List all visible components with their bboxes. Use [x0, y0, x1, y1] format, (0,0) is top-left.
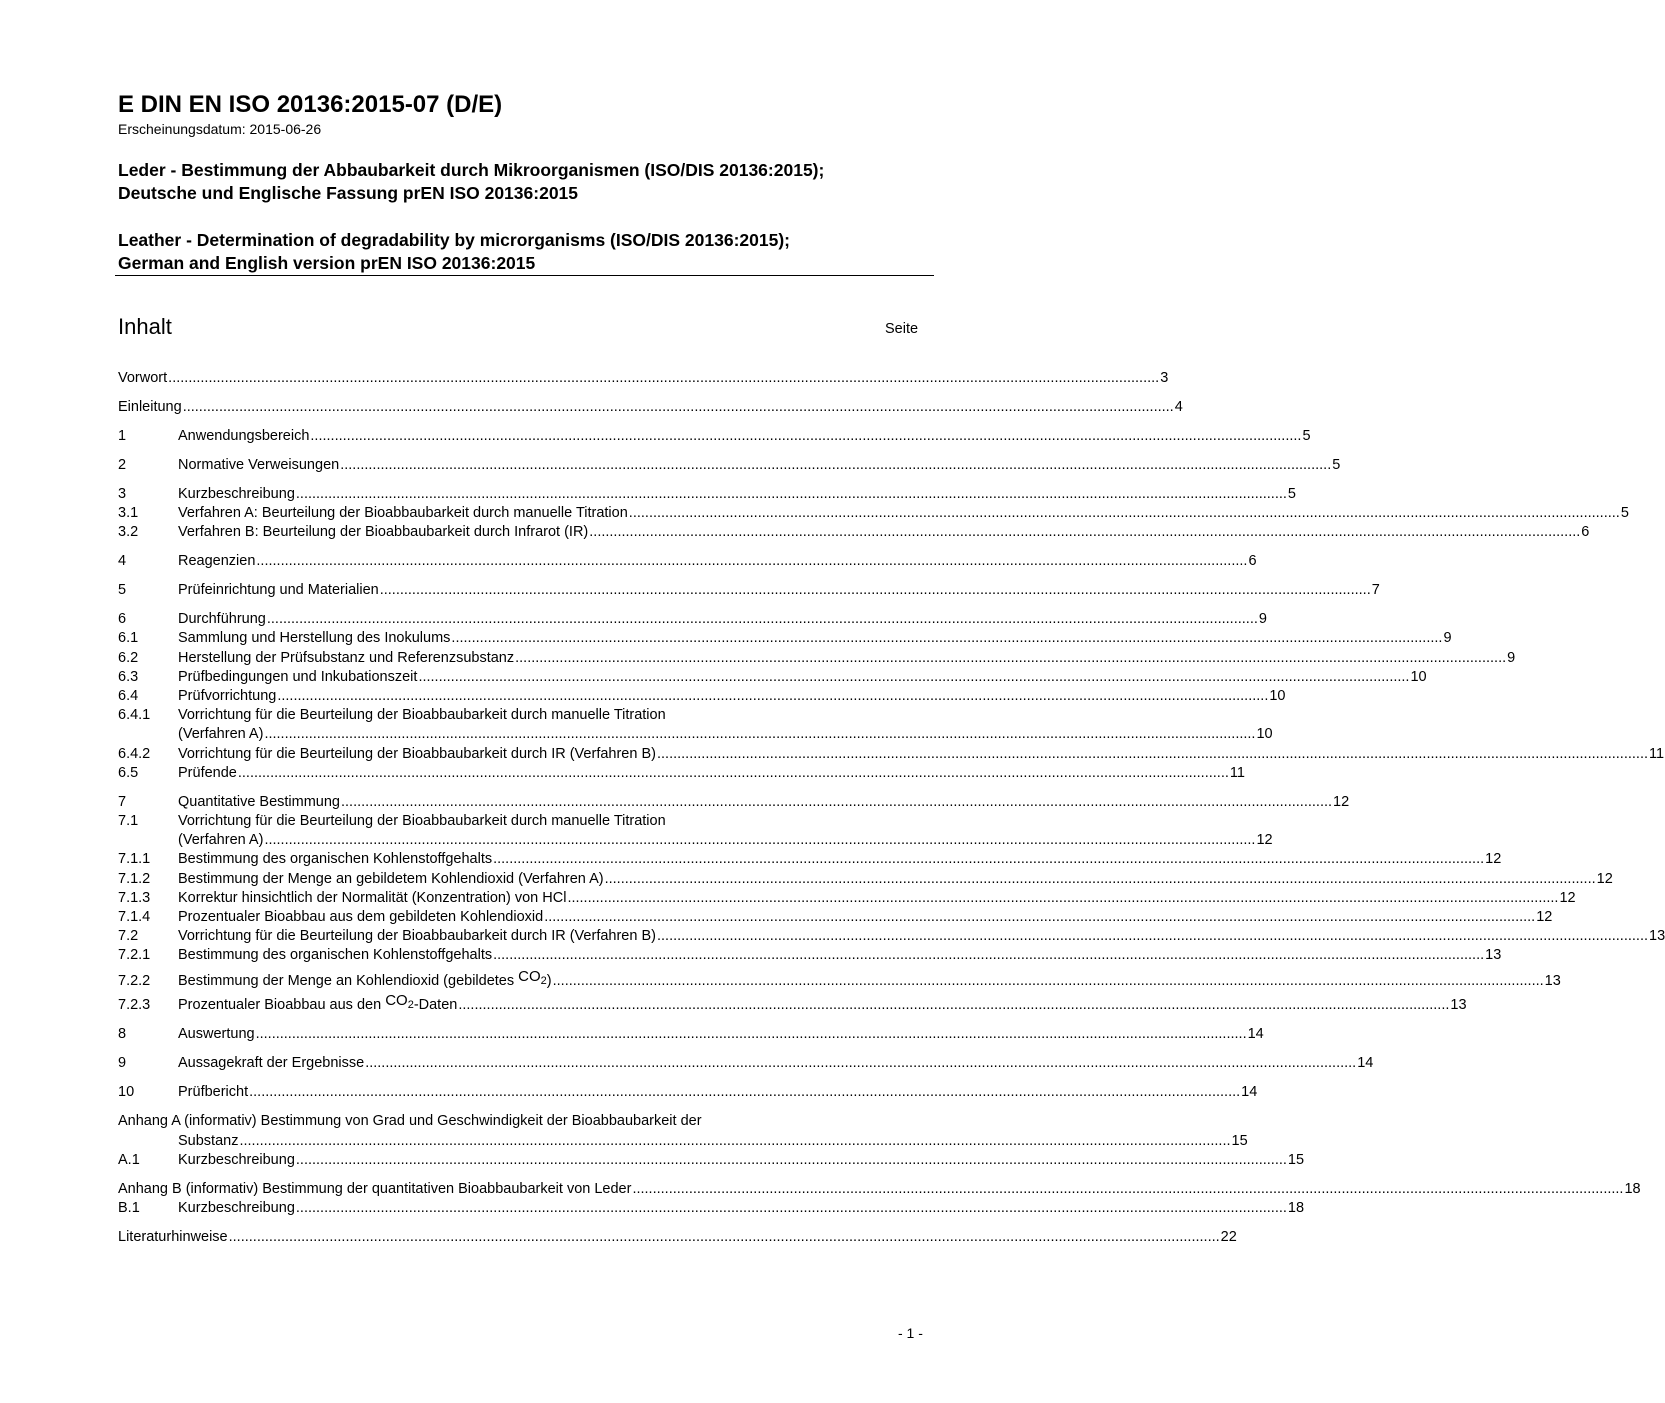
- toc-leader-dots: [629, 504, 1620, 523]
- toc-entry-page: 5: [1287, 485, 1296, 502]
- toc-entry-page: 3: [1160, 370, 1169, 386]
- toc-entry-number: 7: [118, 793, 127, 810]
- toc-entry-title: Prüfbedingungen und Inkubationszeit: [178, 668, 418, 685]
- title-english: [118, 229, 790, 275]
- toc-leader-dots: [544, 908, 1535, 927]
- toc-entry-page: 6: [1581, 524, 1590, 541]
- toc-entry[interactable]: [118, 581, 1380, 600]
- toc-entry-title: Sammlung und Herstellung des Inokulums: [178, 630, 451, 647]
- toc-entry-number: 3: [118, 485, 127, 502]
- toc-entry-page: 5: [1302, 427, 1311, 444]
- toc-entry-title: Prüfeinrichtung und Materialien: [178, 582, 379, 599]
- toc-entry-number: 7.2.3: [118, 997, 151, 1014]
- toc-leader-dots: [657, 927, 1648, 946]
- co2-formula: [518, 968, 547, 988]
- toc-leader-dots: [238, 764, 1229, 783]
- toc-entry-number: 7.1: [118, 812, 139, 829]
- toc-entry-title: Prüfvorrichtung: [178, 688, 277, 705]
- toc-entry[interactable]: [118, 629, 1452, 648]
- toc-entry-title: Kurzbeschreibung: [178, 1151, 295, 1168]
- toc-entry-page: 13: [1544, 973, 1561, 990]
- toc-entry-page: 14: [1241, 1084, 1258, 1101]
- toc-leader-dots: [605, 870, 1596, 889]
- toc-leader-dots: [493, 850, 1484, 869]
- toc-entry-number: 8: [118, 1026, 127, 1043]
- toc-entry-continuation[interactable]: [118, 831, 1273, 850]
- toc-entry-page: 9: [1443, 630, 1452, 647]
- toc-leader-dots: [183, 398, 1174, 417]
- toc-entry-title: Literaturhinweise: [118, 1228, 228, 1245]
- toc-entry-title: Korrektur hinsichtlich der Normalität (Konzentration) von HCl: [178, 889, 567, 906]
- title-german: [118, 159, 824, 205]
- toc-entry-page: 15: [1231, 1132, 1248, 1149]
- toc-leader-dots: [256, 1025, 1247, 1044]
- toc-entry-number: 3.1: [118, 505, 139, 522]
- toc-entry-page: 15: [1287, 1151, 1305, 1168]
- header-divider: [115, 275, 934, 276]
- toc-entry-number: 6: [118, 611, 127, 628]
- toc-entry-title: Anhang B (informativ) Bestimmung der quantitativen Bioabbaubarkeit von Leder: [118, 1180, 632, 1197]
- toc-entry-page: 13: [1649, 928, 1665, 945]
- toc-leader-dots: [277, 687, 1268, 706]
- toc-entry-page: 14: [1247, 1026, 1264, 1043]
- toc-entry-title: Prozentualer Bioabbau aus dem gebildeten Kohlendioxid: [178, 908, 544, 925]
- toc-entry-page: 12: [1333, 793, 1350, 810]
- toc-entry[interactable]: [118, 687, 1286, 706]
- toc-leader-dots: [296, 1199, 1287, 1218]
- toc-leader-dots: [239, 1132, 1230, 1151]
- toc-leader-dots: [296, 1151, 1287, 1170]
- toc-leader-dots: [256, 552, 1247, 571]
- toc-entry-number: 3.2: [118, 524, 139, 541]
- toc-entry[interactable]: [118, 889, 1576, 908]
- toc-entry-page: 7: [1371, 582, 1380, 599]
- page-number: - 1 -: [898, 1325, 923, 1341]
- co2-symbol: CO: [518, 968, 541, 986]
- toc-entry[interactable]: [118, 764, 1245, 783]
- toc-entry-page: 18: [1624, 1180, 1641, 1197]
- toc-entry[interactable]: [118, 1228, 1237, 1247]
- toc-entry-page: 12: [1536, 908, 1553, 925]
- toc-entry-title: Bestimmung des organischen Kohlenstoffgehalts: [178, 851, 493, 868]
- toc-entry[interactable]: [118, 398, 1183, 417]
- toc-entry-title: Prüfbericht: [178, 1084, 249, 1101]
- toc-entry-page: 22: [1220, 1228, 1237, 1245]
- toc-entry-page: 10: [1256, 726, 1273, 743]
- toc-entry[interactable]: [118, 523, 1590, 542]
- toc-entry-number: 6.5: [118, 764, 139, 781]
- toc-entry-page: 9: [1258, 611, 1267, 628]
- toc-entry-page: 9: [1507, 649, 1516, 666]
- toc-entry-title: Vorwort: [118, 370, 168, 386]
- toc-entry-title: Verfahren A: Beurteilung der Bioabbaubarkeit durch manuelle Titration: [178, 505, 628, 522]
- toc-entry-page: 11: [1229, 764, 1245, 781]
- toc-leader-dots: [341, 793, 1332, 812]
- toc-entry[interactable]: [118, 927, 1665, 946]
- toc-entry-title: Bestimmung des organischen Kohlenstoffgehalts: [178, 947, 493, 964]
- table-of-contents: [118, 369, 1665, 1247]
- toc-entry-number: 6.2: [118, 649, 139, 666]
- toc-entry[interactable]: [118, 668, 1427, 687]
- toc-entry[interactable]: [118, 1083, 1258, 1102]
- toc-entry-page: 13: [1450, 997, 1467, 1014]
- toc-entry-title: Vorrichtung für die Beurteilung der Bioabbaubarkeit durch manuelle Titration: [178, 707, 666, 724]
- toc-entry-title: Durchführung: [178, 611, 266, 628]
- toc-entry-number: 10: [118, 1084, 135, 1101]
- toc-entry-title-cont: Substanz: [178, 1132, 239, 1149]
- toc-entry-title: Vorrichtung für die Beurteilung der Bioabbaubarkeit durch IR (Verfahren B): [178, 928, 656, 945]
- toc-entry-page: 14: [1357, 1055, 1374, 1072]
- toc-entry-number: A.1: [118, 1151, 140, 1168]
- toc-entry[interactable]: [118, 1180, 1641, 1199]
- toc-entry-title-text: Prozentualer Bioabbau aus den: [178, 997, 386, 1014]
- toc-entry[interactable]: [118, 1112, 931, 1131]
- toc-entry-title: Quantitative Bestimmung: [178, 793, 340, 810]
- toc-entry-title: Kurzbeschreibung: [178, 1199, 295, 1216]
- toc-entry-number: 2: [118, 456, 127, 473]
- title-german-line-2: Deutsche und Englische Fassung prEN ISO 20136:2015: [118, 183, 579, 203]
- toc-leader-dots: [264, 725, 1255, 744]
- toc-entry-title: [178, 989, 457, 1017]
- toc-entry[interactable]: [118, 850, 1502, 869]
- toc-entry-number: 9: [118, 1055, 127, 1072]
- toc-entry-number: 6.3: [118, 668, 139, 685]
- toc-entry-title: Auswertung: [178, 1026, 255, 1043]
- toc-entry[interactable]: [118, 427, 1311, 446]
- toc-entry-title: Aussagekraft der Ergebnisse: [178, 1055, 365, 1072]
- toc-entry[interactable]: [118, 908, 1553, 927]
- toc-entry[interactable]: [118, 706, 931, 725]
- toc-entry-title: Herstellung der Prüfsubstanz und Referenzsubstanz: [178, 649, 515, 666]
- toc-leader-dots: [515, 649, 1506, 668]
- co2-subscript: 2: [540, 975, 547, 988]
- toc-entry-page: 5: [1332, 456, 1341, 473]
- toc-entry-number: 7.1.3: [118, 889, 151, 906]
- toc-entry-title: Anhang A (informativ) Bestimmung von Grad und Geschwindigkeit der Bioabbaubarkeit der: [118, 1113, 702, 1130]
- toc-entry-page: 18: [1287, 1199, 1305, 1216]
- toc-entry-page: 6: [1248, 553, 1257, 570]
- toc-leader-dots: [380, 581, 1371, 600]
- title-german-line-1: Leder - Bestimmung der Abbaubarkeit durch Mikroorganismen (ISO/DIS 20136:2015);: [118, 160, 825, 180]
- toc-entry-number: 6.4.1: [118, 707, 151, 724]
- title-english-line-2: German and English version prEN ISO 20136:2015: [118, 253, 536, 273]
- toc-entry[interactable]: [118, 1025, 1264, 1044]
- toc-leader-dots: [567, 889, 1558, 908]
- toc-entry-page: 12: [1256, 832, 1273, 849]
- document-title: E DIN EN ISO 20136:2015-07 (D/E): [118, 91, 503, 118]
- toc-entry-number: 6.4.2: [118, 745, 151, 762]
- toc-entry-number: 7.2: [118, 928, 139, 945]
- toc-entry-title-text: Bestimmung der Menge an Kohlendioxid (gebildetes: [178, 973, 519, 990]
- toc-entry-page: 13: [1485, 947, 1502, 964]
- toc-entry-number: 7.2.1: [118, 947, 151, 964]
- toc-leader-dots: [589, 523, 1580, 542]
- toc-entry-number: 7.1.2: [118, 870, 151, 887]
- toc-entry-number: 6.4: [118, 688, 139, 705]
- toc-entry-number: 7.1.1: [118, 851, 151, 868]
- toc-entry[interactable]: [118, 745, 1665, 764]
- toc-entry[interactable]: [118, 812, 931, 831]
- toc-entry-title: Normative Verweisungen: [178, 456, 340, 473]
- toc-entry[interactable]: [118, 946, 1502, 965]
- toc-entry-page: 4: [1174, 398, 1183, 415]
- toc-entry[interactable]: [118, 504, 1629, 523]
- toc-entry[interactable]: [118, 793, 1350, 812]
- toc-entry-title-cont: (Verfahren A): [178, 832, 264, 849]
- publication-date: Erscheinungsdatum: 2015-06-26: [118, 121, 322, 137]
- toc-entry[interactable]: [118, 1054, 1374, 1073]
- toc-leader-dots: [264, 831, 1255, 850]
- toc-entry-title: Verfahren B: Beurteilung der Bioabbaubarkeit durch Infrarot (IR): [178, 524, 589, 541]
- toc-entry[interactable]: [118, 989, 1467, 1014]
- toc-page-column-label: Seite: [885, 321, 919, 337]
- toc-entry-title: Kurzbeschreibung: [178, 485, 295, 502]
- co2-formula: [385, 992, 414, 1012]
- toc-leader-dots: [249, 1083, 1240, 1102]
- toc-entry-number: 7.2.2: [118, 973, 151, 990]
- toc-leader-dots: [493, 946, 1484, 965]
- co2-subscript: 2: [407, 999, 414, 1012]
- toc-entry-title: Vorrichtung für die Beurteilung der Bioabbaubarkeit durch manuelle Titration: [178, 812, 666, 829]
- toc-entry-number: 6.1: [118, 630, 139, 647]
- toc-entry-title: Reagenzien: [178, 553, 256, 570]
- toc-heading: Inhalt: [118, 314, 172, 339]
- toc-entry-title: Anwendungsbereich: [178, 427, 310, 444]
- toc-entry-page: 12: [1559, 889, 1576, 906]
- toc-entry-title-text-end: -Daten: [413, 997, 458, 1014]
- toc-entry[interactable]: [118, 649, 1516, 668]
- toc-leader-dots: [229, 1228, 1220, 1247]
- toc-entry[interactable]: [118, 965, 1561, 990]
- toc-entry-title-cont: (Verfahren A): [178, 726, 264, 743]
- toc-entry[interactable]: [118, 552, 1257, 571]
- toc-entry[interactable]: [118, 870, 1613, 889]
- toc-leader-dots: [340, 456, 1331, 475]
- co2-symbol: CO: [385, 992, 408, 1010]
- title-english-line-1: Leather - Determination of degradability by microrganisms (ISO/DIS 20136:2015);: [118, 230, 790, 250]
- toc-entry-continuation[interactable]: [118, 1132, 1248, 1151]
- toc-entry[interactable]: [118, 485, 1296, 504]
- toc-entry-page: 10: [1410, 668, 1427, 685]
- toc-leader-dots: [657, 745, 1648, 764]
- toc-leader-dots: [310, 427, 1301, 446]
- toc-leader-dots: [168, 369, 1159, 388]
- toc-entry-number: B.1: [118, 1199, 140, 1216]
- toc-leader-dots: [365, 1054, 1356, 1073]
- toc-entry[interactable]: [118, 369, 1169, 388]
- toc-entry-page: 11: [1649, 745, 1665, 762]
- toc-entry-title-text-end: ): [546, 973, 552, 990]
- toc-entry[interactable]: [118, 1151, 1305, 1170]
- toc-entry-page: 10: [1269, 688, 1286, 705]
- toc-entry-page: 12: [1485, 851, 1502, 868]
- toc-entry-number: 1: [118, 427, 127, 444]
- toc-entry-title: Bestimmung der Menge an gebildetem Kohlendioxid (Verfahren A): [178, 870, 604, 887]
- toc-entry[interactable]: [118, 610, 1267, 629]
- toc-entry[interactable]: [118, 1199, 1305, 1218]
- toc-leader-dots: [632, 1180, 1623, 1199]
- toc-entry-title: Vorrichtung für die Beurteilung der Bioabbaubarkeit durch IR (Verfahren B): [178, 745, 656, 762]
- toc-leader-dots: [418, 668, 1409, 687]
- toc-entry-continuation[interactable]: [118, 725, 1273, 744]
- toc-entry[interactable]: [118, 456, 1341, 475]
- toc-leader-dots: [458, 993, 1449, 1017]
- toc-leader-dots: [296, 485, 1287, 504]
- toc-entry-number: 4: [118, 553, 127, 570]
- toc-entry-number: 5: [118, 582, 127, 599]
- toc-entry-title: Einleitung: [118, 398, 182, 415]
- toc-leader-dots: [267, 610, 1258, 629]
- toc-entry-title: Prüfende: [178, 764, 237, 781]
- toc-leader-dots: [451, 629, 1442, 648]
- toc-entry-number: 7.1.4: [118, 908, 151, 925]
- toc-entry-page: 12: [1596, 870, 1613, 887]
- toc-entry-page: 5: [1620, 505, 1629, 522]
